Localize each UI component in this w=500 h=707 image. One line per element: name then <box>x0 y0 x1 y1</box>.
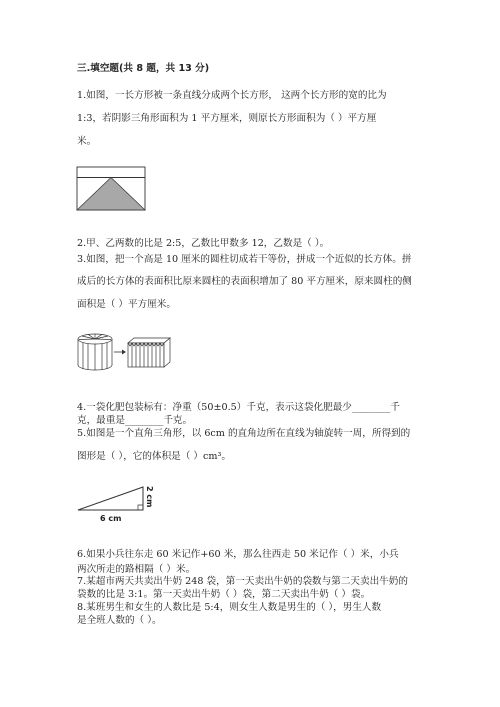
base-dimension-label: 6 cm <box>100 514 122 523</box>
q7-line2: 袋数的比是 3:1。第一天卖出牛奶（ ）袋，第二天卖出牛奶（ ）袋。 <box>77 589 371 600</box>
q6-line1: 6.如果小兵往东走 60 米记作+60 米，那么往西走 50 米记作（ ）米，小兵 <box>77 549 399 560</box>
section-title: 三.填空题(共 8 题，共 13 分) <box>77 63 210 74</box>
q1-line3: 米。 <box>77 136 97 147</box>
q3-line3: 面积是（ ）平方厘米。 <box>77 299 176 310</box>
q5-line1: 5.如图是一个直角三角形，以 6cm 的直角边所在直线为轴旋转一周，所得到的 <box>77 428 411 439</box>
q2-line1: 2.甲、乙两数的比是 2:5，乙数比甲数多 12，乙数是（ ）。 <box>77 238 330 249</box>
q4-line1: 4.一袋化肥包装标有：净重（50±0.5）千克，表示这袋化肥最少________千 <box>77 402 400 413</box>
q4-line2: 克，最重是________千克。 <box>77 415 193 426</box>
approximate-cuboid <box>128 338 170 367</box>
height-dimension-label: 2 cm <box>145 486 154 508</box>
q3-line1: 3.如图，把一个高是 10 厘米的圆柱切成若干等份，拼成一个近似的长方体。拼 <box>77 254 412 265</box>
q5-right-triangle-figure <box>76 484 160 524</box>
q1-rectangle-figure <box>76 166 148 212</box>
q5-line2: 图形是（ ），它的体积是（ ）cm³。 <box>77 451 231 462</box>
q3-line2: 成后的长方体的表面积比原来圆柱的表面积增加了 80 平方厘米，原来圆柱的侧 <box>77 276 412 287</box>
q1-line1: 1.如图，一长方形被一条直线分成两个长方形， 这两个长方形的宽的比为 <box>77 90 387 101</box>
q7-line1: 7.某超市两天共卖出牛奶 248 袋，第一天卖出牛奶的袋数与第二天卖出牛奶的 <box>77 576 408 587</box>
q8-line1: 8.某班男生和女生的人数比是 5:4，则女生人数是男生的（ ），男生人数 <box>77 602 382 613</box>
q8-line2: 是全班人数的（ ）。 <box>77 615 162 626</box>
sliced-cylinder <box>78 334 112 370</box>
q3-cylinder-figure <box>76 332 172 372</box>
q6-line2: 两次所走的路相隔（ ）米。 <box>77 564 196 575</box>
right-triangle <box>78 487 143 510</box>
q1-line2: 1:3，若阴影三角形面积为 1 平方厘米，则原长方形面积为（ ）平方厘 <box>77 113 377 124</box>
transform-arrow-icon <box>114 350 126 355</box>
